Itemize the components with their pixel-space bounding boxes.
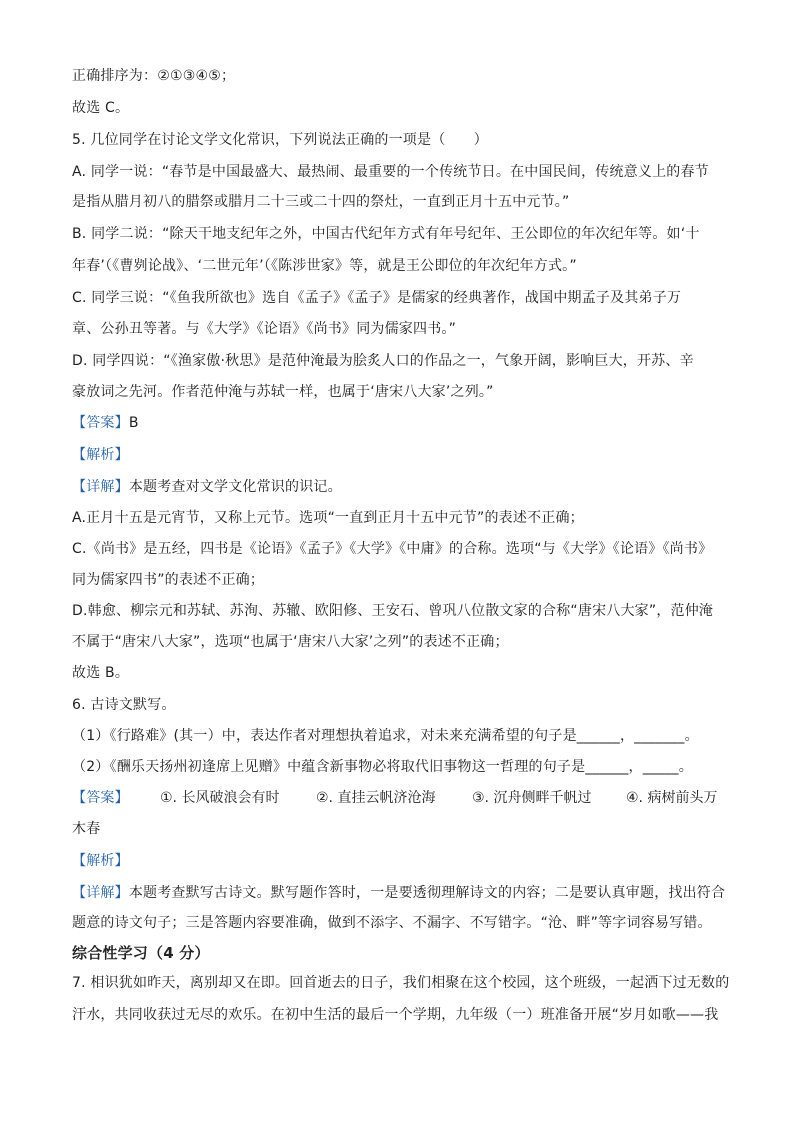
- q5-detail-a: A.正月十五是元宵节，又称上元节。选项“一直到正月十五中元节”的表述不正确；: [72, 510, 584, 526]
- option-b-cont: 年春’（《曹刿论战》、‘二世元年’（《陈涉世家》等，就是王公即位的年次纪年方式。”: [72, 258, 577, 274]
- q6-detail-line: 【详解】本题考查默写古诗文。默写题作答时，一是要透彻理解诗文的内容；二是要认真审题，找出符合: [72, 885, 726, 901]
- q6-answer-wrap: 木春: [72, 821, 101, 837]
- option-b: B. 同学二说：“除天干地支纪年之外，中国古代纪年方式有年号纪年、王公即位的年次纪年等。如‘十: [72, 226, 700, 242]
- detail-tag: 【详解】: [72, 885, 129, 901]
- q6-answer-tag: 【答案】: [72, 790, 129, 806]
- q5-analysis-tag: 【解析】: [72, 447, 129, 463]
- q6-answer-1: ①. 长风破浪会有时: [160, 790, 280, 806]
- q5-detail-line: 【详解】本题考查对文学文化常识的识记。: [72, 479, 342, 495]
- option-c: C. 同学三说：“《鱼我所欲也》选自《孟子》《孟子》是儒家的经典著作，战国中期孟子及其弟子万: [72, 290, 682, 306]
- question-7-line-2: 汗水，共同收获过无尽的欢乐。在初中生活的最后一个学期，九年级（一）班准备开展“岁月如歌——我: [72, 1007, 719, 1023]
- section-title: 综合性学习（4 分）: [72, 944, 210, 962]
- q6-answer-2: ②. 直挂云帆济沧海: [316, 790, 436, 806]
- q5-detail-d-cont: 不属于“唐宋八大家”，选项“也属于‘唐宋八大家’之列”的表述不正确；: [72, 634, 509, 650]
- q6-analysis-tag: 【解析】: [72, 853, 129, 869]
- question-5-stem: 5. 几位同学在讨论文学文化常识，下列说法正确的一项是（ ）: [72, 132, 489, 148]
- option-d-cont: 豪放词之先河。作者范仲淹与苏轼一样，也属于‘唐宋八大家’之列。”: [72, 384, 494, 400]
- q6-item-1: （1）《行路难》(其一）中，表达作者对理想执着追求，对未来充满希望的句子是______，_______。: [72, 728, 699, 744]
- answer-tag: 【答案】: [72, 415, 129, 431]
- q5-detail-d: D.韩愈、柳宗元和苏轼、苏洵、苏辙、欧阳修、王安石、曾巩八位散文家的合称“唐宋八大家”，范仲淹: [72, 603, 714, 619]
- q6-item-2: （2）《酬乐天扬州初逢席上见赠》中蕴含新事物必将取代旧事物这一哲理的句子是______，_____。: [72, 759, 693, 775]
- text-line: 故选 C。: [72, 100, 130, 116]
- q5-conclusion: 故选 B。: [72, 665, 130, 681]
- option-a-cont: 是指从腊月初八的腊祭或腊月二十三或二十四的祭灶，一直到正月十五中元节。”: [72, 194, 570, 210]
- q6-answer-3: ③. 沉舟侧畔千帆过: [472, 790, 592, 806]
- q6-answer-4: ④. 病树前头万: [626, 790, 718, 806]
- q6-detail-cont: 题意的诗文句子；三是答题内容要准确，做到不添字、不漏字、不写错字。“沧、畔”等字词容易写错。: [72, 915, 712, 931]
- question-6-title: 6. 古诗文默写。: [72, 697, 176, 713]
- q5-detail-c: C.《尚书》是五经，四书是《论语》《孟子》《大学》《中庸》的合称。选项“与《大学》《论语》《尚书》: [72, 541, 713, 557]
- option-c-cont: 章、公孙丑等著。与《大学》《论语》《尚书》同为儒家四书。”: [72, 321, 457, 337]
- option-d: D. 同学四说：“《渔家傲·秋思》是范仲淹最为脍炙人口的作品之一，气象开阔，影响巨大，开苏、辛: [72, 353, 694, 369]
- option-a: A. 同学一说：“春节是中国最盛大、最热闹、最重要的一个传统节日。在中国民间，传统意义上的春节: [72, 164, 709, 180]
- question-7-line-1: 7. 相识犹如昨天，离别却又在即。回首逝去的日子，我们相聚在这个校园，这个班级，一起洒下过无数的: [72, 975, 730, 991]
- answer-value: B: [128, 415, 139, 431]
- q5-answer-line: [72, 414, 139, 432]
- text-line: 正确排序为：②①③④⑤；: [72, 68, 236, 84]
- q5-detail-c-cont: 同为儒家四书”的表述不正确；: [72, 572, 265, 588]
- detail-tag: 【详解】: [72, 479, 129, 495]
